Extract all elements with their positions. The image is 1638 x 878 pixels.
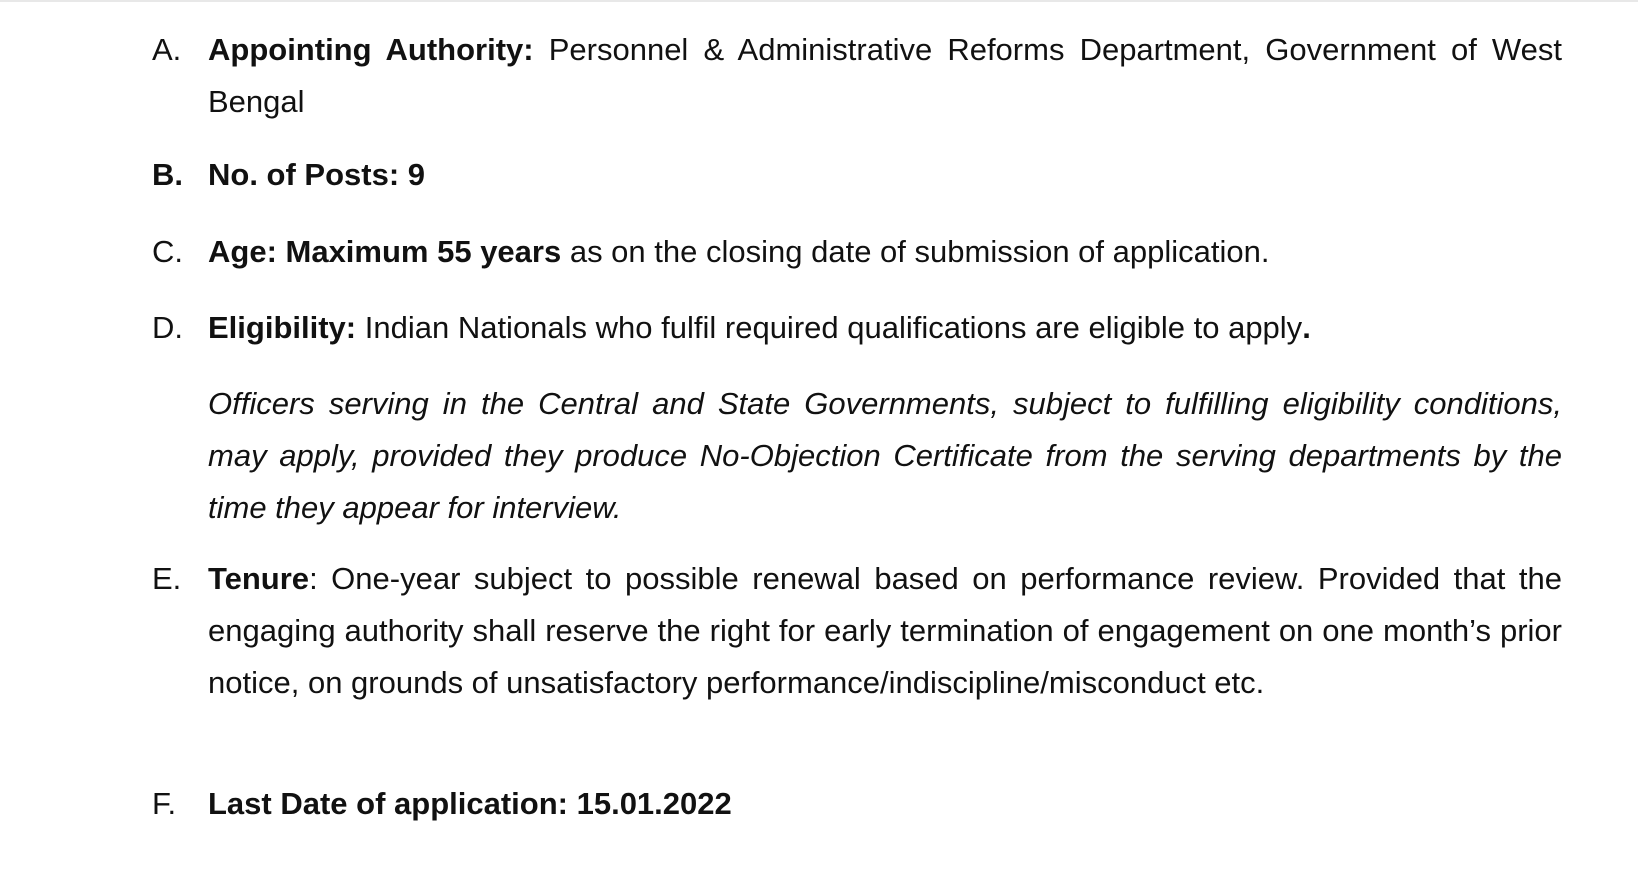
item-text: Personnel & Administrative Reforms Department, Government of West Bengal bbox=[208, 32, 1562, 119]
item-body bbox=[208, 24, 1562, 128]
item-letter: D. bbox=[152, 310, 183, 345]
item-body bbox=[208, 149, 1562, 201]
item-body bbox=[208, 226, 1562, 278]
item-period: . bbox=[1302, 310, 1311, 345]
item-label: No. of Posts: 9 bbox=[208, 157, 426, 192]
item-letter: B. bbox=[152, 157, 183, 192]
eligibility-note-text: Officers serving in the Central and State Governments, subject to fulfilling eligibility conditions, may apply, provided they produce No-Objection Certificate from the serving departments by the time they appear for interview. bbox=[208, 386, 1562, 525]
item-label: Last Date of application: 15.01.2022 bbox=[208, 786, 732, 821]
item-letter: F. bbox=[152, 786, 177, 821]
item-letter: C. bbox=[152, 234, 183, 269]
item-letter: A. bbox=[152, 32, 182, 67]
item-label: Appointing Authority: bbox=[208, 32, 534, 67]
item-text: as on the closing date of submission of application. bbox=[561, 234, 1270, 269]
item-label: Age: Maximum 55 years bbox=[208, 234, 562, 269]
item-body bbox=[208, 778, 1562, 830]
item-body bbox=[208, 302, 1562, 354]
item-text: Indian Nationals who fulfil required qualifications are eligible to apply bbox=[356, 310, 1303, 345]
item-letter: E. bbox=[152, 561, 182, 596]
item-body bbox=[208, 553, 1562, 709]
item-label: Eligibility: bbox=[208, 310, 357, 345]
item-text: : One-year subject to possible renewal based on performance review. Provided that the engaging authority shall reserve the right for early termination of engagement on one month’s prior notice, on grounds of unsatisfactory performance/indiscipline/misconduct etc. bbox=[208, 561, 1562, 700]
item-label: Tenure bbox=[208, 561, 310, 596]
